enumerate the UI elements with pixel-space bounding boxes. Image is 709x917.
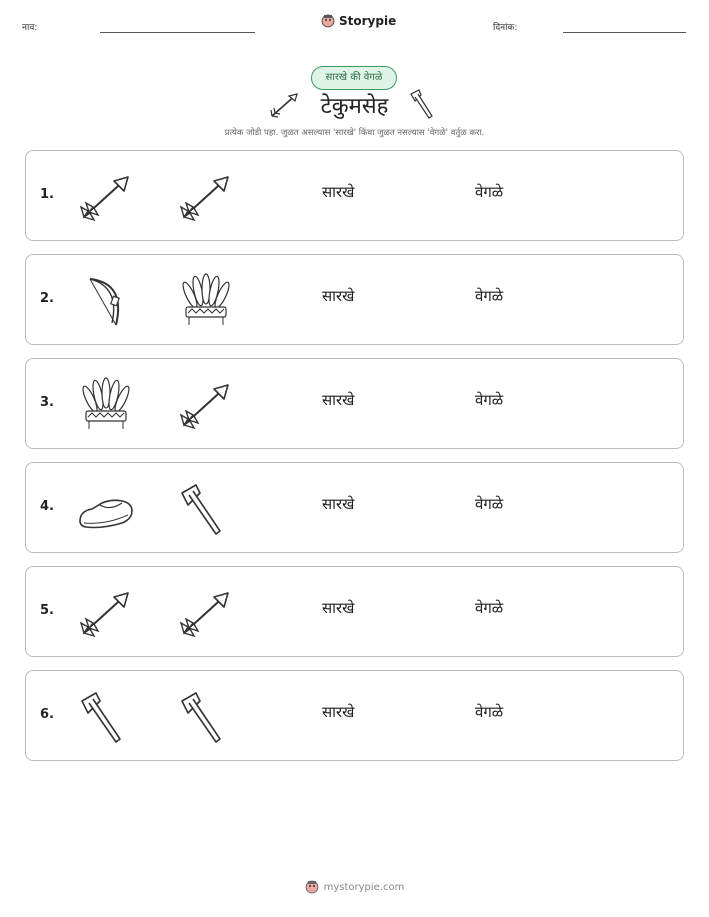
brand-logo	[321, 14, 396, 28]
headdress-icon	[76, 377, 136, 433]
question-row	[25, 150, 684, 241]
different-option[interactable]: वेगळे	[475, 287, 504, 305]
question-number: 3.	[40, 395, 54, 410]
arrow-icon	[176, 377, 236, 433]
question-row	[25, 566, 684, 657]
different-option[interactable]: वेगळे	[475, 703, 504, 721]
different-option[interactable]: वेगळे	[475, 183, 504, 201]
name-label: नाव:	[22, 23, 38, 33]
arrow-icon	[176, 169, 236, 225]
arrow-icon	[76, 169, 136, 225]
instructions: प्रत्येक जोडी पहा. जुळत असल्यास 'सारखे' किंवा जुळत नसल्यास 'वेगळे' वर्तुळ करा.	[224, 128, 485, 138]
storypie-mascot-icon	[305, 880, 319, 894]
arrow-icon	[76, 585, 136, 641]
question-number: 1.	[40, 187, 54, 202]
same-option[interactable]: सारखे	[322, 599, 355, 617]
footer-url[interactable]: mystorypie.com	[323, 881, 405, 893]
different-option[interactable]: वेगळे	[475, 495, 504, 513]
name-line[interactable]	[100, 32, 255, 33]
axe-icon	[176, 689, 236, 745]
footer	[0, 880, 709, 894]
brand-name: Storypie	[339, 14, 397, 28]
bow-icon	[76, 273, 136, 329]
question-number: 6.	[40, 707, 54, 722]
question-row	[25, 462, 684, 553]
same-option[interactable]: सारखे	[322, 391, 355, 409]
axe-icon	[76, 689, 136, 745]
axe-icon	[408, 88, 438, 122]
same-option[interactable]: सारखे	[322, 287, 355, 305]
question-number: 5.	[40, 603, 54, 618]
question-row	[25, 670, 684, 761]
storypie-mascot-icon	[321, 14, 335, 28]
different-option[interactable]: वेगळे	[475, 391, 504, 409]
headdress-icon	[176, 273, 236, 329]
page-title: टेकुमसेह	[320, 94, 389, 119]
date-label: दिनांक:	[493, 23, 518, 33]
same-option[interactable]: सारखे	[322, 495, 355, 513]
axe-icon	[176, 481, 236, 537]
date-line[interactable]	[563, 32, 686, 33]
same-option[interactable]: सारखे	[322, 183, 355, 201]
arrow-icon	[176, 585, 236, 641]
question-row	[25, 358, 684, 449]
moccasin-icon	[76, 481, 136, 537]
question-number: 2.	[40, 291, 54, 306]
question-row	[25, 254, 684, 345]
question-number: 4.	[40, 499, 54, 514]
badge: सारखे की वेगळे	[311, 66, 397, 90]
same-option[interactable]: सारखे	[322, 703, 355, 721]
different-option[interactable]: वेगळे	[475, 599, 504, 617]
worksheet-header	[0, 14, 709, 40]
